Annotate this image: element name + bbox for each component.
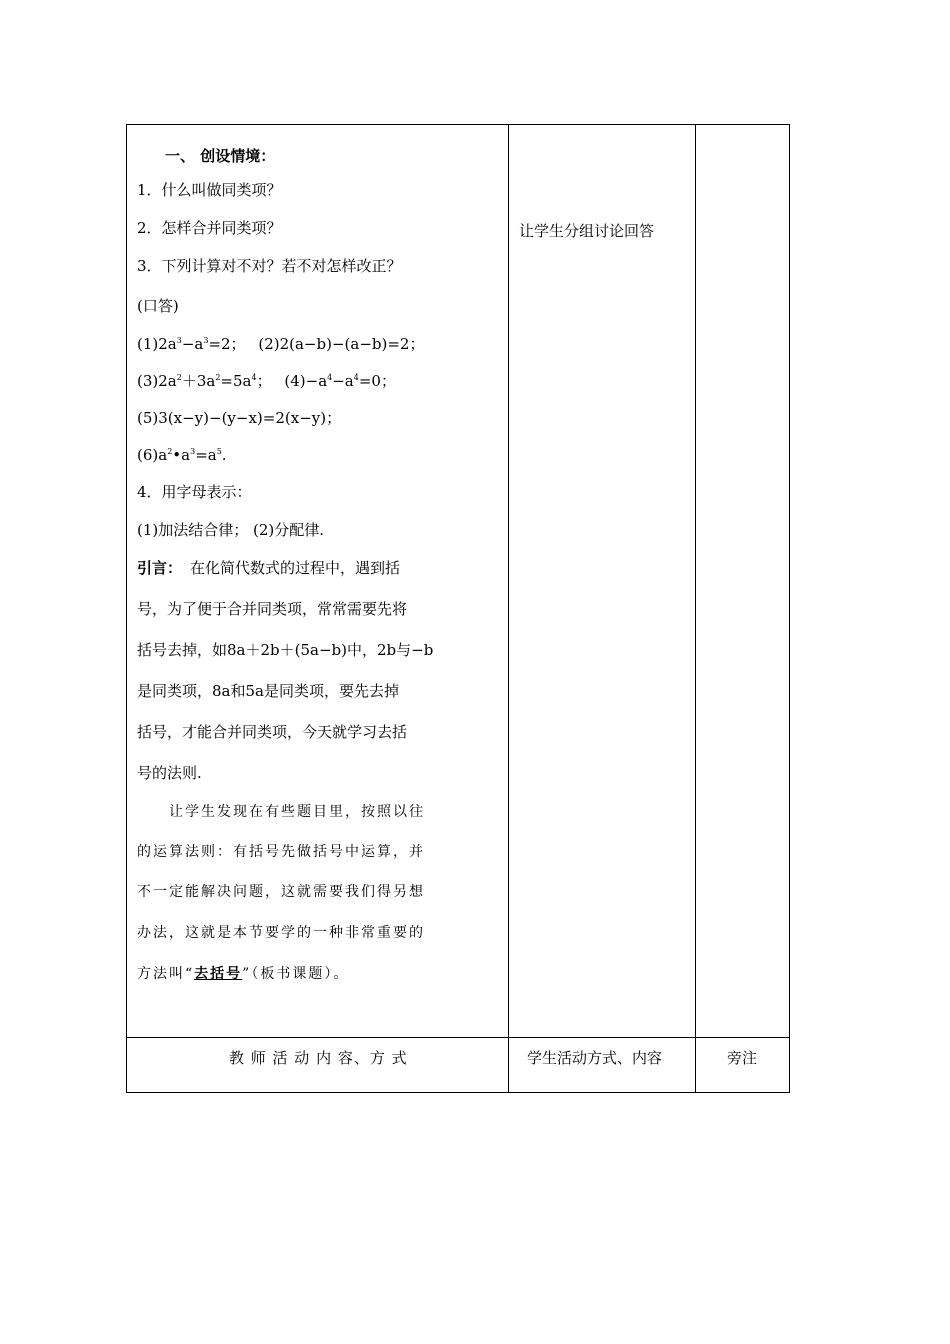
lesson-table — [126, 124, 790, 1093]
student-activity-cell: 让学生分组讨论回答 — [519, 222, 655, 240]
question-2: 2．怎样合并同类项？ — [137, 219, 282, 237]
intro-label: 引言： — [137, 559, 183, 577]
intro-line-3: 括号去掉，如8a＋2b＋(5a−b)中，2b与−b — [137, 641, 434, 659]
exercise-1: $(1)2a^3-a^3=2$； — [137, 335, 246, 353]
para-line-3: 不一定能解决问题，这就需要我们得另想 — [137, 884, 425, 900]
intro-line-2: 号，为了便于合并同类项，常常需要先将 — [137, 600, 408, 618]
oral-note: (口答) — [137, 297, 179, 315]
question-4: 4．用字母表示： — [137, 483, 252, 501]
exercise-2: (2)2(a−b)−(a−b)=2； — [258, 335, 425, 353]
section-heading: 一、 创设情境： — [165, 147, 276, 165]
para-line-1: 让学生发现在有些题目里，按照以往 — [169, 804, 425, 820]
footer-notes-label: 旁注 — [727, 1049, 758, 1067]
exercise-5: (5)3(x−y)−(y−x)=2(x−y)； — [137, 409, 342, 427]
exercise-row-1 — [137, 335, 424, 353]
intro-line-6: 号的法则. — [137, 764, 202, 782]
exercise-3: $(3)2a^2+3a^2=5a^4$； — [137, 372, 272, 390]
exercise-row-2 — [137, 372, 396, 390]
intro-line-5: 括号，才能合并同类项，今天就学习去括 — [137, 723, 408, 741]
para-line-2: 的运算法则：有括号先做括号中运算，并 — [137, 844, 425, 860]
column-divider-2 — [695, 125, 696, 1092]
footer-student-label: 学生活动方式、内容 — [527, 1049, 663, 1067]
column-divider-1 — [508, 125, 509, 1092]
intro-line-4: 是同类项，8a和5a是同类项，要先去掉 — [137, 682, 399, 700]
question-1: 1．什么叫做同类项？ — [137, 181, 282, 199]
footer-teacher-label: 教 师 活 动 内 容、方 式 — [229, 1049, 408, 1067]
exercise-4: $(4)-a^4-a^4=0$； — [284, 372, 396, 390]
exercise-6: $(6)a^2•a^3=a^5$. — [137, 446, 227, 464]
para-line-5: 方法叫“去括号”（板书课题）。 — [137, 966, 350, 982]
footer-divider — [127, 1037, 789, 1038]
intro-line-1: 引言： 在化简代数式的过程中，遇到括 — [137, 559, 401, 577]
question-4-items: (1)加法结合律； (2)分配律. — [137, 521, 325, 539]
question-3: 3．下列计算对不对？若不对怎样改正？ — [137, 257, 402, 275]
para-line-4: 办法，这就是本节要学的一种非常重要的 — [137, 925, 425, 941]
lesson-topic: 去括号 — [194, 966, 243, 982]
